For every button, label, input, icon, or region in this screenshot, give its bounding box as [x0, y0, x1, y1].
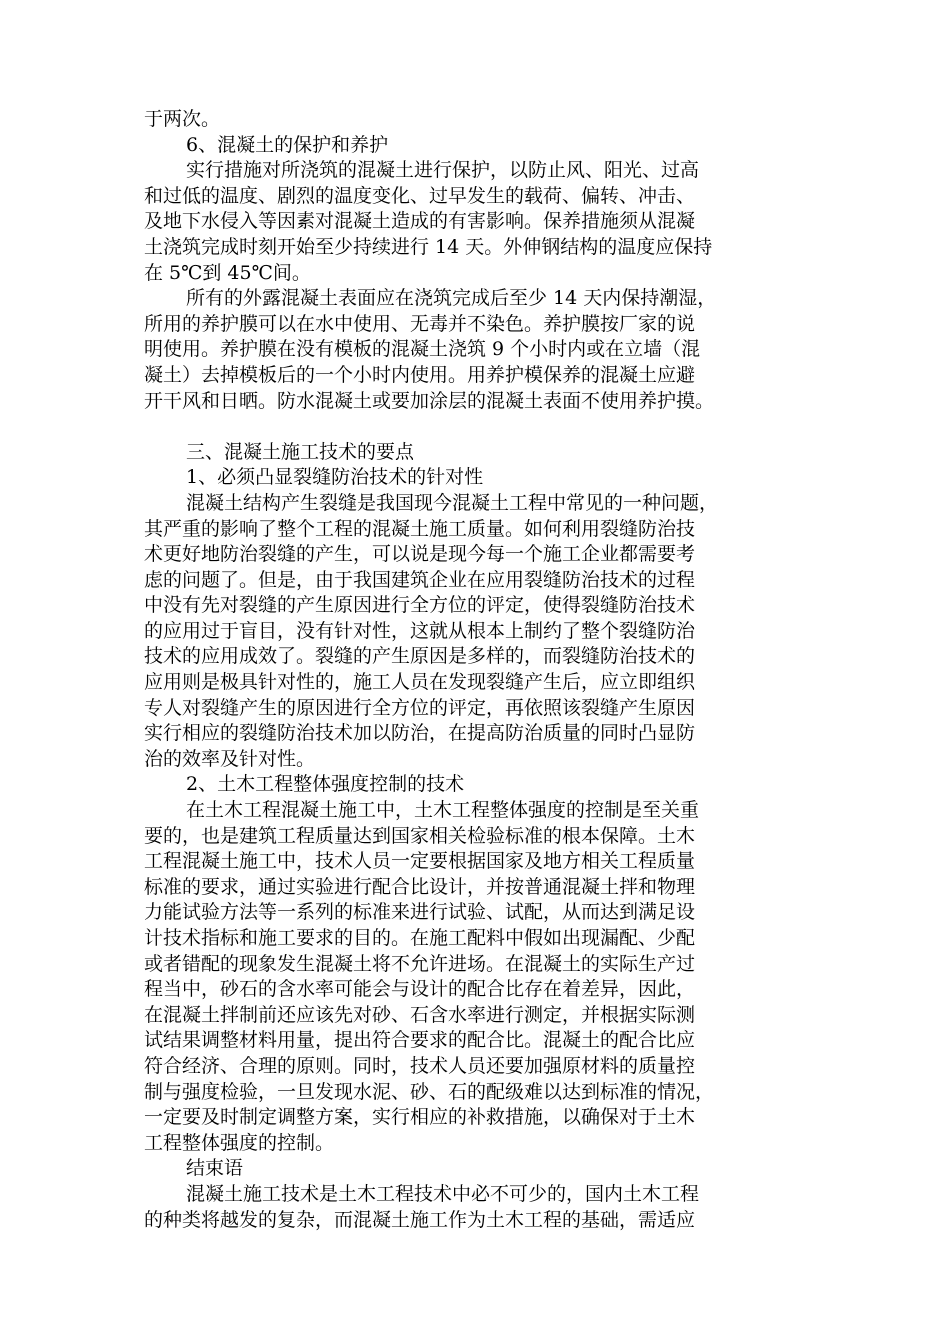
text-line: 一定要及时制定调整方案，实行相应的补救措施，以确保对于土木 — [144, 1106, 696, 1129]
paragraph-first-line: 混凝土结构产生裂缝是我国现今混凝土工程中常见的一种问题， — [186, 491, 719, 514]
text-line: 中没有先对裂缝的产生原因进行全方位的评定，使得裂缝防治技术 — [144, 594, 696, 617]
text-line: 实行相应的裂缝防治技术加以防治，在提高防治质量的同时凸显防 — [144, 722, 696, 745]
text-line: 的种类将越发的复杂，而混凝土施工作为土木工程的基础，需适应 — [144, 1208, 696, 1231]
text-line: 明使用。养护膜在没有模板的混凝土浇筑 9 个小时内或在立墙（混 — [144, 338, 701, 361]
document-body — [144, 107, 808, 1233]
paragraph-first-line: 所有的外露混凝土表面应在浇筑完成后至少 14 天内保持潮湿， — [186, 287, 717, 310]
text-line: 治的效率及针对性。 — [144, 747, 316, 770]
text-line: 力能试验方法等一系列的标准来进行试验、试配，从而达到满足设 — [144, 901, 696, 924]
text-line: 标准的要求，通过实验进行配合比设计，并按普通混凝土拌和物理 — [144, 875, 696, 898]
text-line: 术更好地防治裂缝的产生，可以说是现今每一个施工企业都需要考 — [144, 543, 696, 566]
subsection-heading: 2、土木工程整体强度控制的技术 — [186, 773, 465, 796]
text-line: 技术的应用成效了。裂缝的产生原因是多样的，而裂缝防治技术的 — [144, 645, 696, 668]
text-line: 其严重的影响了整个工程的混凝土施工质量。如何利用裂缝防治技 — [144, 517, 696, 540]
text-line: 虑的问题了。但是，由于我国建筑企业在应用裂缝防治技术的过程 — [144, 568, 696, 591]
blank-line — [144, 414, 808, 440]
text-line: 开干风和日晒。防水混凝土或要加涂层的混凝土表面不使用养护摸。 — [144, 389, 715, 412]
text-line: 的应用过于盲目，没有针对性，这就从根本上制约了整个裂缝防治 — [144, 619, 696, 642]
section-heading: 结束语 — [186, 1157, 244, 1180]
text-line: 要的，也是建筑工程质量达到国家相关检验标准的根本保障。土木 — [144, 824, 696, 847]
text-line: 在 5℃到 45℃间。 — [144, 261, 311, 284]
text-line: 制与强度检验，一旦发现水泥、砂、石的配级难以达到标准的情况， — [144, 1080, 715, 1103]
paragraph-first-line: 在土木工程混凝土施工中，土木工程整体强度的控制是至关重 — [186, 799, 700, 822]
section-heading: 6、混凝土的保护和养护 — [186, 133, 389, 156]
text-line: 试结果调整材料用量，提出符合要求的配合比。混凝土的配合比应 — [144, 1029, 696, 1052]
paragraph-first-line: 实行措施对所浇筑的混凝土进行保护，以防止风、阳光、过高 — [186, 159, 700, 182]
text-line: 工程整体强度的控制。 — [144, 1131, 335, 1154]
text-line: 专人对裂缝产生的原因进行全方位的评定，再依照该裂缝产生原因 — [144, 696, 696, 719]
text-line: 和过低的温度、剧烈的温度变化、过早发生的载荷、偏转、冲击、 — [144, 184, 696, 207]
text-line: 凝土）去掉模板后的一个小时内使用。用养护模保养的混凝土应避 — [144, 363, 696, 386]
text-line: 符合经济、合理的原则。同时，技术人员还要加强原材料的质量控 — [144, 1054, 696, 1077]
text-line: 土浇筑完成时刻开始至少持续进行 14 天。外伸钢结构的温度应保持 — [144, 235, 713, 258]
text-line: 所用的养护膜可以在水中使用、无毒并不染色。养护膜按厂家的说 — [144, 312, 696, 335]
text-line: 应用则是极具针对性的，施工人员在发现裂缝产生后，应立即组织 — [144, 671, 696, 694]
text-line: 程当中，砂石的含水率可能会与设计的配合比存在着差异，因此， — [144, 978, 696, 1001]
text-line: 在混凝土拌制前还应该先对砂、石含水率进行测定，并根据实际测 — [144, 1003, 696, 1026]
text-line: 计技术指标和施工要求的目的。在施工配料中假如出现漏配、少配 — [144, 927, 696, 949]
text-line: 于两次。 — [144, 108, 221, 130]
subsection-heading: 1、必须凸显裂缝防治技术的针对性 — [186, 466, 484, 489]
section-heading: 三、混凝土施工技术的要点 — [186, 440, 415, 463]
text-line: 及地下水侵入等因素对混凝土造成的有害影响。保养措施须从混凝 — [144, 210, 696, 233]
text-line: 或者错配的现象发生混凝土将不允许进场。在混凝土的实际生产过 — [144, 952, 696, 975]
text-line: 工程混凝土施工中，技术人员一定要根据国家及地方相关工程质量 — [144, 850, 696, 873]
paragraph-first-line: 混凝土施工技术是土木工程技术中必不可少的，国内土木工程 — [186, 1182, 700, 1205]
